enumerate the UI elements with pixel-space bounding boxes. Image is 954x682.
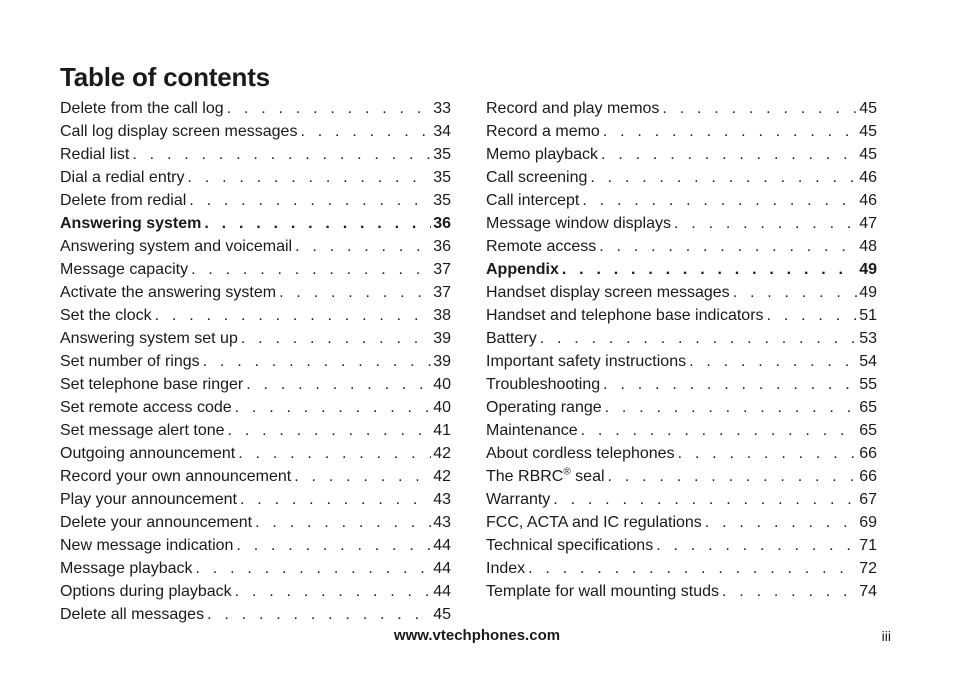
toc-entry-page: 65 [859, 399, 877, 416]
toc-entry-page: 71 [859, 537, 877, 554]
dot-leader [603, 373, 857, 396]
toc-entry-label: Remote access [486, 238, 597, 255]
toc-entry-page: 33 [433, 100, 451, 117]
toc-entry-label: Warranty [486, 491, 551, 508]
toc-entry-page: 45 [859, 100, 877, 117]
toc-entry [60, 120, 451, 143]
dot-leader [236, 534, 431, 557]
dot-leader [581, 419, 858, 442]
dot-leader [246, 373, 431, 396]
dot-leader [188, 166, 432, 189]
toc-entry-label: Answering system [60, 215, 202, 232]
footer-url: www.vtechphones.com [393, 627, 561, 644]
toc-entry-page: 36 [433, 238, 451, 255]
toc-entry [486, 281, 877, 304]
toc-entry-label: Record a memo [486, 123, 600, 140]
toc-entry-page: 42 [433, 445, 451, 462]
toc-entry-label: Maintenance [486, 422, 578, 439]
toc-entry-label: The RBRC® seal [486, 466, 605, 485]
toc-entry-label: Play your announcement [60, 491, 237, 508]
toc-entry-page: 35 [433, 192, 451, 209]
toc-left-column [60, 97, 451, 626]
toc-entry-label: Outgoing announcement [60, 445, 236, 462]
toc-entry-label: Set the clock [60, 307, 152, 324]
dot-leader [189, 189, 431, 212]
toc-entry-label: Delete from redial [60, 192, 187, 209]
toc-entry [486, 120, 877, 143]
toc-entry [60, 442, 451, 465]
toc-entry-page: 36 [433, 215, 451, 232]
dot-leader [155, 304, 432, 327]
toc-entry-page: 37 [433, 261, 451, 278]
toc-entry-page: 47 [859, 215, 877, 232]
toc-entry-label: Important safety instructions [486, 353, 687, 370]
dot-leader [300, 120, 431, 143]
toc-entry [486, 304, 877, 327]
dot-leader [241, 327, 431, 350]
page-title: Table of contents [60, 62, 270, 92]
toc-entry-label: Troubleshooting [486, 376, 601, 393]
toc-entry [60, 212, 451, 235]
toc-entry-page: 46 [859, 192, 877, 209]
toc-entry [60, 580, 451, 603]
dot-leader [191, 258, 431, 281]
toc-entry-label: Message capacity [60, 261, 189, 278]
toc-entry-page: 55 [859, 376, 877, 393]
toc-entry-label: About cordless telephones [486, 445, 675, 462]
toc-entry-label: Message window displays [486, 215, 671, 232]
toc-entry-page: 46 [859, 169, 877, 186]
toc-entry-label: Index [486, 560, 526, 577]
toc-entry-page: 40 [433, 399, 451, 416]
dot-leader [689, 350, 857, 373]
toc-entry-page: 38 [433, 307, 451, 324]
dot-leader [528, 557, 857, 580]
toc-entry-label: Call screening [486, 169, 588, 186]
toc-entry-page: 43 [433, 514, 451, 531]
toc-entry-label: Call intercept [486, 192, 580, 209]
toc-entry-page: 37 [433, 284, 451, 301]
toc-entry-page: 40 [433, 376, 451, 393]
dot-leader [705, 511, 857, 534]
toc-entry-page: 41 [433, 422, 451, 439]
toc-entry [60, 350, 451, 373]
toc-entry [486, 143, 877, 166]
dot-leader [722, 580, 857, 603]
toc-entry [486, 511, 877, 534]
toc-entry [486, 166, 877, 189]
toc-entry-label: Battery [486, 330, 537, 347]
toc-entry [60, 557, 451, 580]
toc-entry-page: 66 [859, 445, 877, 462]
dot-leader [207, 603, 431, 626]
dot-leader [608, 465, 858, 488]
toc-entry-page: 45 [859, 123, 877, 140]
toc-entry-label: Appendix [486, 261, 559, 278]
toc-entry-page: 74 [859, 583, 877, 600]
toc-entry-label: Memo playback [486, 146, 599, 163]
toc-entry [486, 327, 877, 350]
dot-leader [601, 143, 857, 166]
toc-entry-label: Set number of rings [60, 353, 200, 370]
toc-entry [486, 258, 877, 281]
toc-entry-label: Technical specifications [486, 537, 654, 554]
toc-entry [486, 557, 877, 580]
toc-entry-label: Set remote access code [60, 399, 232, 416]
toc-entry-label: Call log display screen messages [60, 123, 298, 140]
toc-entry-label: Message playback [60, 560, 193, 577]
toc-entry [486, 442, 877, 465]
dot-leader [240, 488, 431, 511]
toc-entry-page: 44 [433, 537, 451, 554]
toc-entry [486, 189, 877, 212]
toc-entry-page: 35 [433, 169, 451, 186]
toc-entry-label: Redial list [60, 146, 130, 163]
toc-entry-label: Handset display screen messages [486, 284, 730, 301]
toc-entry [486, 419, 877, 442]
toc-entry [486, 373, 877, 396]
toc-entry-label: Operating range [486, 399, 602, 416]
dot-leader [235, 396, 432, 419]
dot-leader [228, 419, 432, 442]
toc-entry-label: Answering system and voicemail [60, 238, 293, 255]
dot-leader [656, 534, 857, 557]
toc-entry-label: Delete from the call log [60, 100, 224, 117]
toc-entry [60, 97, 451, 120]
toc-entry [486, 212, 877, 235]
dot-leader [235, 580, 432, 603]
dot-leader [590, 166, 857, 189]
toc-entry-page: 49 [859, 261, 877, 278]
toc-entry-page: 53 [859, 330, 877, 347]
toc-entry [60, 189, 451, 212]
dot-leader [553, 488, 857, 511]
toc-entry [60, 396, 451, 419]
toc-entry-label: New message indication [60, 537, 234, 554]
toc-entry [60, 534, 451, 557]
toc-entry [486, 488, 877, 511]
toc-entry [486, 235, 877, 258]
toc-entry-page: 67 [859, 491, 877, 508]
dot-leader [674, 212, 857, 235]
dot-leader [562, 258, 857, 281]
dot-leader [599, 235, 857, 258]
toc-entry [486, 396, 877, 419]
toc-entry [60, 465, 451, 488]
toc-entry-page: 45 [859, 146, 877, 163]
toc-entry-page: 43 [433, 491, 451, 508]
dot-leader [733, 281, 858, 304]
toc-entry [486, 534, 877, 557]
dot-leader [678, 442, 858, 465]
footer-page-number: iii [881, 628, 891, 644]
toc-entry-page: 65 [859, 422, 877, 439]
dot-leader [295, 235, 431, 258]
toc-entry-page: 54 [859, 353, 877, 370]
toc-entry-page: 49 [859, 284, 877, 301]
toc-entry [486, 97, 877, 120]
toc-entry [486, 580, 877, 603]
toc-entry-label: Dial a redial entry [60, 169, 185, 186]
toc-entry-label: Set message alert tone [60, 422, 225, 439]
toc-entry-label: Set telephone base ringer [60, 376, 244, 393]
toc-entry-page: 39 [433, 353, 451, 370]
toc-entry [60, 281, 451, 304]
dot-leader [662, 97, 857, 120]
toc-entry [60, 304, 451, 327]
toc-entry-page: 44 [433, 560, 451, 577]
toc-entry-label: FCC, ACTA and IC regulations [486, 514, 702, 531]
toc-entry-page: 69 [859, 514, 877, 531]
dot-leader [204, 212, 431, 235]
toc-entry [60, 373, 451, 396]
toc-entry [486, 465, 877, 488]
toc-entry-label: Answering system set up [60, 330, 238, 347]
toc-entry [60, 166, 451, 189]
toc-entry [60, 603, 451, 626]
dot-leader [767, 304, 858, 327]
toc-entry [60, 511, 451, 534]
toc-entry-page: 39 [433, 330, 451, 347]
dot-leader [238, 442, 431, 465]
toc-entry-label: Delete your announcement [60, 514, 253, 531]
toc-entry-page: 51 [859, 307, 877, 324]
dot-leader [540, 327, 858, 350]
toc-entry-label: Record and play memos [486, 100, 660, 117]
dot-leader [279, 281, 431, 304]
toc-entry-label: Template for wall mounting studs [486, 583, 719, 600]
toc-entry-label: Options during playback [60, 583, 232, 600]
toc-entry [60, 258, 451, 281]
dot-leader [132, 143, 431, 166]
toc-entry-page: 72 [859, 560, 877, 577]
toc-entry-page: 66 [859, 468, 877, 485]
toc-entry-label: Handset and telephone base indicators [486, 307, 764, 324]
dot-leader [605, 396, 858, 419]
dot-leader [227, 97, 432, 120]
toc-entry [60, 143, 451, 166]
dot-leader [294, 465, 431, 488]
toc-entry [60, 419, 451, 442]
toc-entry-page: 48 [859, 238, 877, 255]
toc-entry-label: Record your own announcement [60, 468, 292, 485]
dot-leader [196, 557, 432, 580]
toc-entry-page: 45 [433, 606, 451, 623]
toc-entry-label: Activate the answering system [60, 284, 277, 301]
toc-entry [60, 327, 451, 350]
toc-entry-page: 35 [433, 146, 451, 163]
toc-entry-label: Delete all messages [60, 606, 205, 623]
toc-entry [60, 488, 451, 511]
toc-right-column [486, 97, 877, 603]
dot-leader [582, 189, 857, 212]
dot-leader [203, 350, 432, 373]
toc-entry-page: 42 [433, 468, 451, 485]
toc-entry [486, 350, 877, 373]
toc-entry [60, 235, 451, 258]
dot-leader [255, 511, 431, 534]
dot-leader [603, 120, 857, 143]
toc-entry-page: 44 [433, 583, 451, 600]
toc-entry-page: 34 [433, 123, 451, 140]
